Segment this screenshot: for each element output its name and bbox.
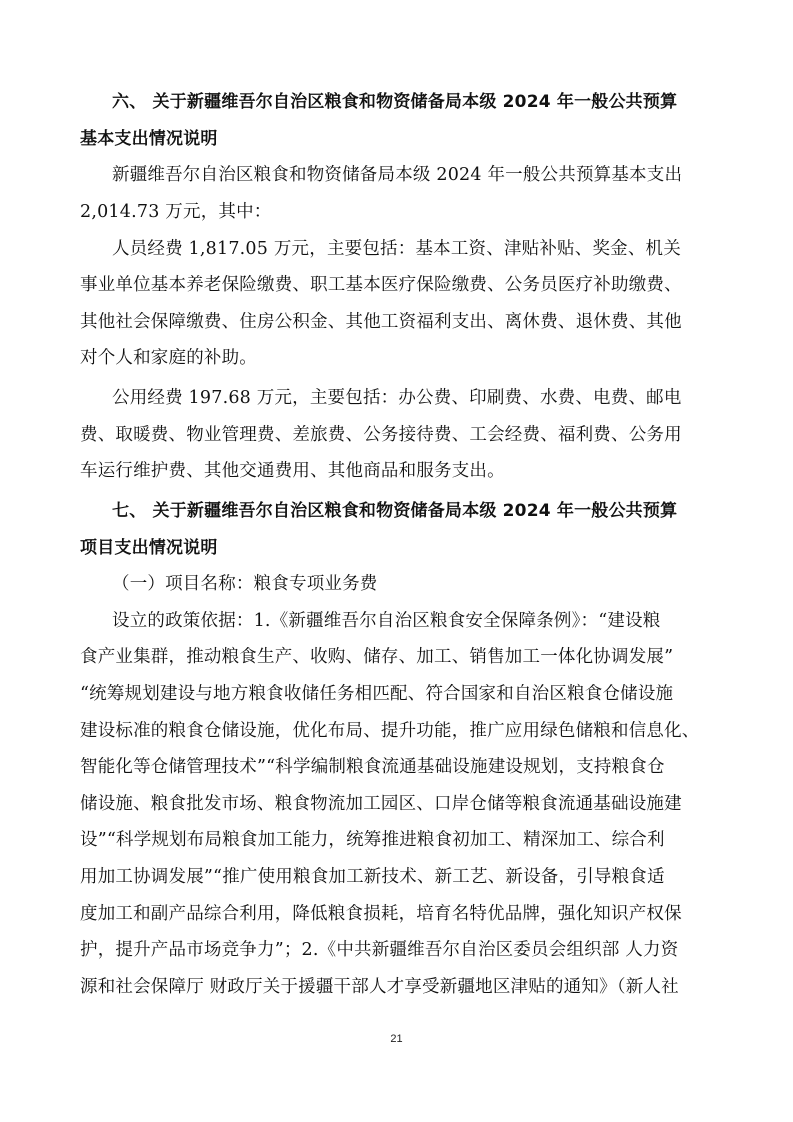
section-6-paragraph-3-line-1: 公用经费 197.68 万元，主要包括：办公费、印刷费、水费、电费、邮电: [112, 388, 682, 408]
section-6-heading-line-2: 基本支出情况说明: [80, 129, 218, 149]
section-6-paragraph-2-line-2: 事业单位基本养老保险缴费、职工基本医疗保险缴费、公务员医疗补助缴费、: [80, 275, 682, 295]
section-6-paragraph-3-line-3: 车运行维护费、其他交通费用、其他商品和服务支出。: [80, 461, 505, 481]
section-7-paragraph-line-10: 护，提升产品市场竞争力”；2.《中共新疆维吾尔自治区委员会组织部 人力资: [80, 940, 679, 960]
section-6-paragraph-1-line-2: 2,014.73 万元，其中：: [80, 202, 272, 222]
section-7-paragraph-line-3: “统筹规划建设与地方粮食收储任务相匹配、符合国家和自治区粮食仓储设施: [80, 684, 674, 704]
section-7-paragraph-line-7: 设”“科学规划布局粮食加工能力，统筹推进粮食初加工、精深加工、综合利: [80, 830, 665, 850]
section-6-paragraph-1-line-1: 新疆维吾尔自治区粮食和物资储备局本级 2024 年一般公共预算基本支出: [112, 165, 683, 185]
section-6-heading-line-1: 六、 关于新疆维吾尔自治区粮食和物资储备局本级 2024 年一般公共预算: [112, 92, 678, 112]
section-7-paragraph-line-5: 智能化等仓储管理技术”“科学编制粮食流通基础设施建设规划，支持粮食仓: [80, 757, 665, 777]
page-number: 21: [390, 1033, 403, 1045]
section-7-heading-line-2: 项目支出情况说明: [80, 538, 218, 558]
section-6-paragraph-2-line-4: 对个人和家庭的补助。: [80, 348, 257, 368]
section-7-paragraph-line-1: 设立的政策依据：1.《新疆维吾尔自治区粮食安全保障条例》：“建设粮: [112, 611, 661, 631]
section-7-paragraph-line-2: 食产业集群，推动粮食生产、收购、储存、加工、销售加工一体化协调发展”: [80, 647, 674, 667]
section-6-paragraph-2-line-3: 其他社会保障缴费、住房公积金、其他工资福利支出、离休费、退休费、其他: [80, 312, 682, 332]
section-7-paragraph-line-6: 储设施、粮食批发市场、粮食物流加工园区、口岸仓储等粮食流通基础设施建: [80, 794, 682, 814]
section-6-paragraph-2-line-1: 人员经费 1,817.05 万元，主要包括：基本工资、津贴补贴、奖金、机关: [112, 239, 681, 259]
section-7-paragraph-line-11: 源和社会保障厅 财政厅关于援疆干部人才享受新疆地区津贴的通知》（新人社: [80, 977, 679, 997]
section-6-paragraph-3-line-2: 费、取暖费、物业管理费、差旅费、公务接待费、工会经费、福利费、公务用: [80, 425, 682, 445]
section-7-heading-line-1: 七、 关于新疆维吾尔自治区粮食和物资储备局本级 2024 年一般公共预算: [112, 501, 678, 521]
section-7-paragraph-line-4: 建设标准的粮食仓储设施，优化布局、提升功能，推广应用绿色储粮和信息化、: [80, 721, 700, 741]
section-7-paragraph-line-8: 用加工协调发展”“推广使用粮食加工新技术、新工艺、新设备，引导粮食适: [80, 867, 665, 887]
section-7-paragraph-line-9: 度加工和副产品综合利用，降低粮食损耗，培育名特优品牌，强化知识产权保: [80, 904, 682, 924]
section-7-subheading: （一）项目名称：粮食专项业务费: [112, 574, 378, 594]
